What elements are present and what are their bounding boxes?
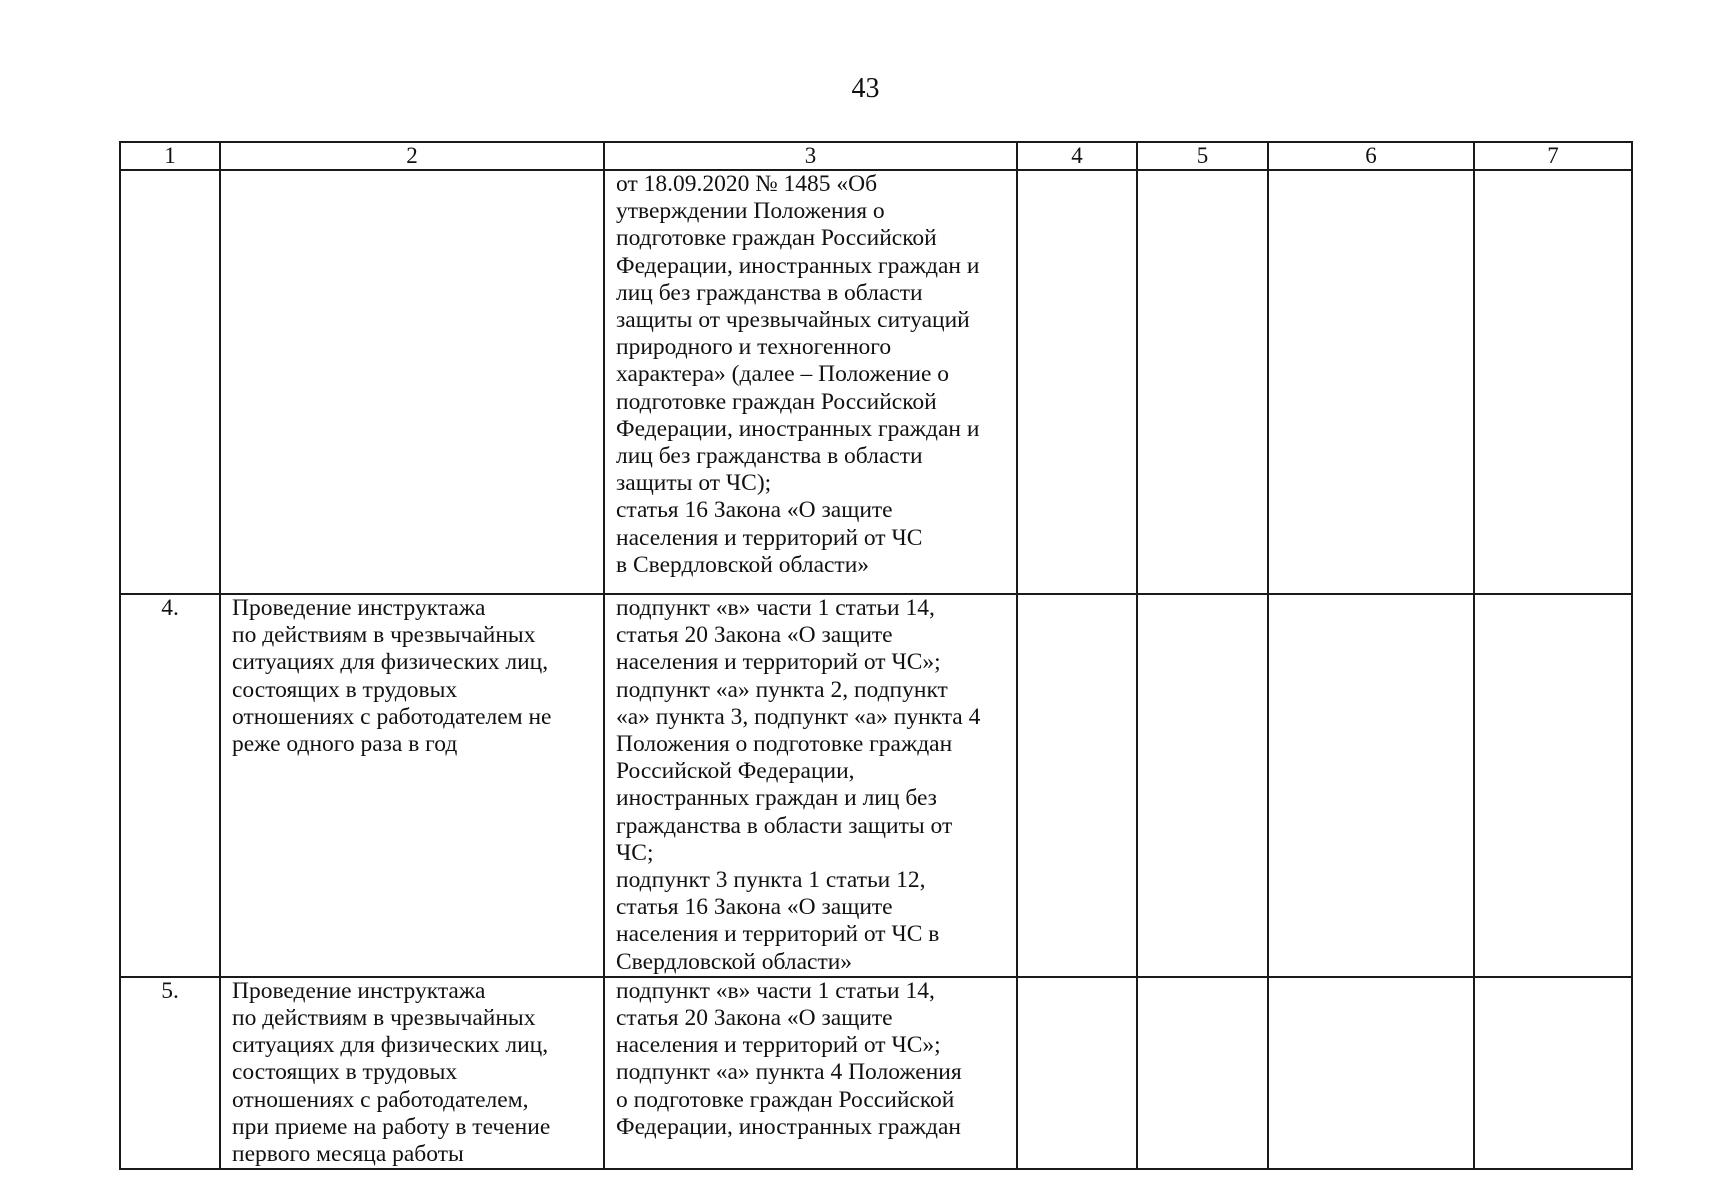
legal-basis-cell <box>604 594 1017 977</box>
col4-cell <box>1017 170 1137 594</box>
table-row-4 <box>120 594 1632 977</box>
row-legal-basis: от 18.09.2020 № 1485 «Об утверждении Положения о подготовке граждан Российской Федерации, иностранных граждан и лиц без гражданства в области защиты от чрезвычайных ситуаций природного и техногенного характера» (далее – Положение о подготовке граждан Российской Федерации, иностранных граждан и лиц без гражданства в области защиты от ЧС); статья 16 Закона «О защите населения и территорий от ЧС в Свердловской области» <box>616 171 980 578</box>
column-header-3: 3 <box>604 142 1017 170</box>
row-description: Проведение инструктажа по действиям в чрезвычайных ситуациях для физических лиц, состоящих в трудовых отношениях с работодателем, при приеме на работу в течение первого месяца работы <box>232 977 551 1168</box>
col7-cell <box>1474 594 1632 977</box>
legal-basis-cell <box>604 170 1017 594</box>
col5-cell <box>1137 170 1268 594</box>
row-legal-basis: подпункт «в» части 1 статьи 14, статья 20 Закона «О защите населения и территорий от ЧС»; подпункт «а» пункта 2, подпункт «а» пункта 3, подпункт «а» пункта 4 Положения о подготовке граждан Российской Федерации, иностранных граждан и лиц без гражданства в области защиты от ЧС; подпункт 3 пункта 1 статьи 12, статья 16 Закона «О защите населения и территорий от ЧС в Свердловской области» <box>616 595 981 975</box>
column-header-1: 1 <box>120 142 220 170</box>
description-cell <box>220 594 604 977</box>
column-header-7: 7 <box>1474 142 1632 170</box>
description-cell <box>220 977 604 1169</box>
row-number: 5. <box>161 977 179 1004</box>
col5-cell <box>1137 594 1268 977</box>
row-number-cell <box>120 594 220 977</box>
page-number: 43 <box>851 73 880 104</box>
legal-basis-cell <box>604 977 1017 1169</box>
row-description: Проведение инструктажа по действиям в чрезвычайных ситуациях для физических лиц, состоящих в трудовых отношениях с работодателем не реже одного раза в год <box>232 595 552 758</box>
row-legal-basis: подпункт «в» части 1 статьи 14, статья 20 Закона «О защите населения и территорий от ЧС»; подпункт «а» пункта 4 Положения о подготовке граждан Российской Федерации, иностранных граждан <box>616 977 962 1140</box>
header-row <box>120 142 1632 170</box>
table-body <box>120 170 1632 1169</box>
col4-cell <box>1017 977 1137 1169</box>
table-row-5 <box>120 977 1632 1169</box>
col7-cell <box>1474 977 1632 1169</box>
table-row-continuation <box>120 170 1632 594</box>
column-header-6: 6 <box>1268 142 1474 170</box>
row-number-cell <box>120 170 220 594</box>
table-header <box>120 142 1632 170</box>
row-number: 4. <box>161 595 179 621</box>
column-header-5: 5 <box>1137 142 1268 170</box>
description-cell <box>220 170 604 594</box>
requirements-table <box>119 141 1633 1170</box>
col4-cell <box>1017 594 1137 977</box>
col5-cell <box>1137 977 1268 1169</box>
col6-cell <box>1268 170 1474 594</box>
col6-cell <box>1268 977 1474 1169</box>
column-header-2: 2 <box>220 142 604 170</box>
col6-cell <box>1268 594 1474 977</box>
row-number-cell <box>120 977 220 1169</box>
col7-cell <box>1474 170 1632 594</box>
column-header-4: 4 <box>1017 142 1137 170</box>
